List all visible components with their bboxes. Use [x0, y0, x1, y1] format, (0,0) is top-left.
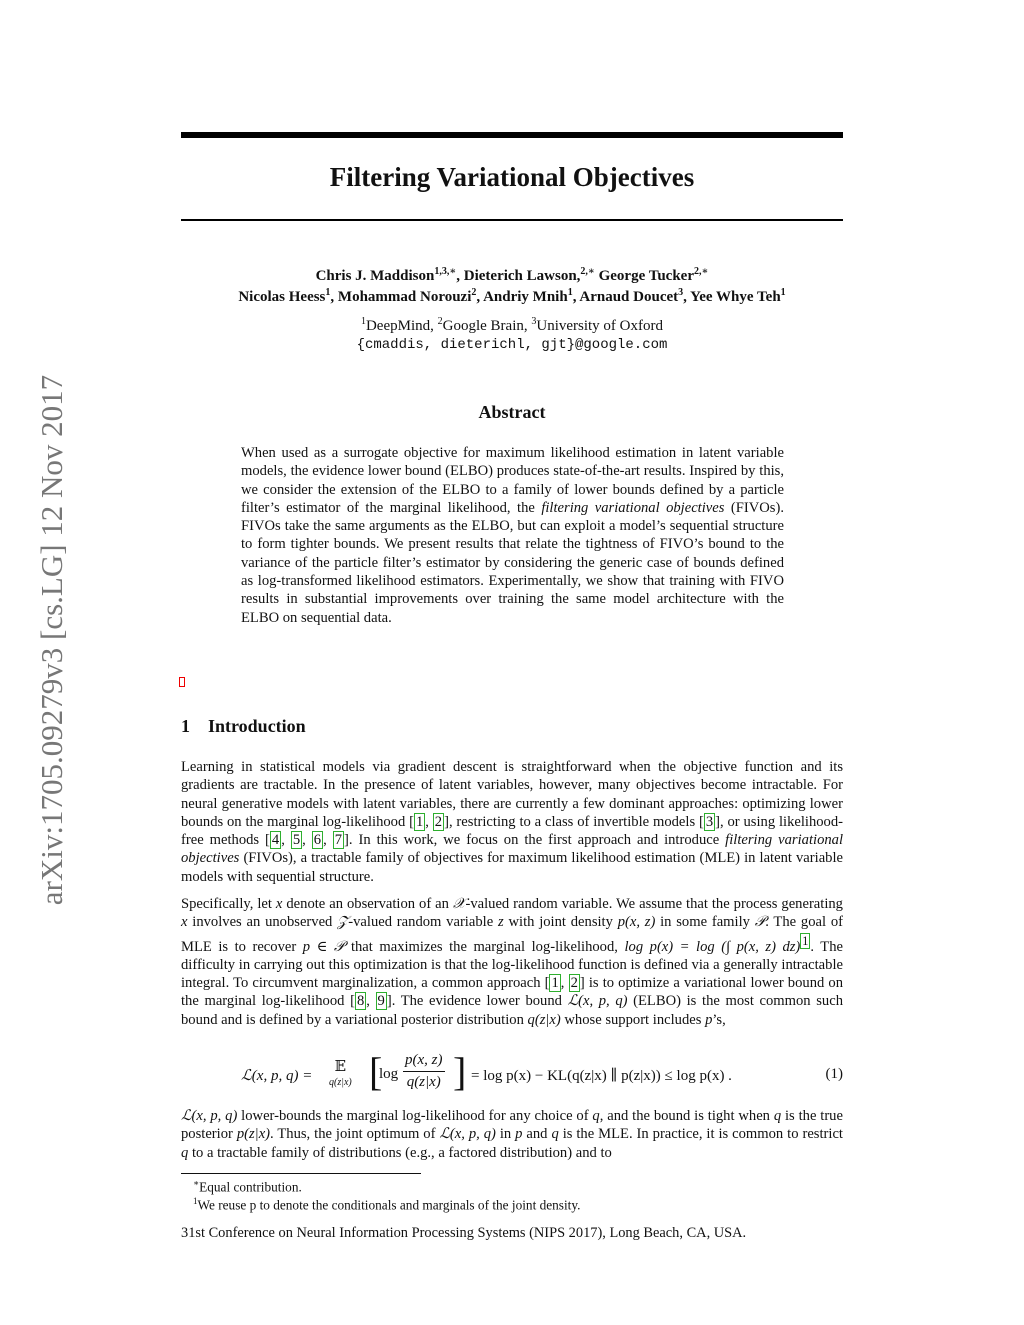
abstract-text: When used as a surrogate objective for maximum likelihood estimation in latent variable models, the evidence lower bound (ELBO) produces state-of-the-art results. Inspired by this, we consider the extension of the ELBO to a family of lower bounds defined by a particle filter’s estimator of the marginal likelihood, the filtering variational objectives (FIVOs). FIVOs take the same arguments as the ELBO, but can exploit a model’s sequential structure to form tighter bounds. We present results that relate the tightness of FIVO’s bound to the variance of the particle filter’s estimator by considering the generic case of bounds defined as log-transformed likelihood estimators. Experimentally, we show that training with FIVO results in substantial improvements over training the same model architecture with the ELBO on sequential data. [241, 445, 784, 626]
citation-link[interactable]: 1 [551, 975, 559, 992]
citation-link[interactable]: 6 [313, 832, 322, 849]
footnote-rule [181, 1173, 421, 1174]
citation-link[interactable]: 5 [292, 832, 301, 849]
citation-link[interactable]: 9 [377, 993, 385, 1010]
author-emails: {cmaddis, dieterichl, gjt}@google.com [356, 337, 668, 353]
intro-paragraph-1: Learning in statistical models via gradient descent is straightforward when the objective function and its gradients are tractable. In the presence of latent variables, however, many objectives become intractable. For neural generative models with latent variables, there are currently a few dominant approaches: optimizing lower bounds on the marginal log-likelihood [ 1 , 2 ], restricting to a class of invertible models [ 3 ], or using likelihood-free methods [ 4 , 5 , 6 , 7 ]. In this work, we focus on the first approach and introduce filtering variational objectives (FIVOs), a tractable family of objectives for maximum likelihood estimation (MLE) in latent variable models with sequential structure. [181, 759, 844, 885]
equation-number: (1) [825, 1066, 843, 1082]
intro-paragraph-3: ℒ(x, p, q) lower-bounds the marginal log-likelihood for any choice of q, and the bound is tight when q is the true posterior p(z|x). Thus, the joint optimum of ℒ(x, p, q) in p and q is the MLE. In practice, it is common to restrict q to a tractable family of distributions (e.g., a factored distribution) and to [181, 1108, 843, 1161]
title-rule-bottom [181, 219, 843, 221]
arxiv-id: arXiv:1705.09279v3 [cs.LG] 12 Nov 2017 [34, 374, 69, 906]
conference-note: 31st Conference on Neural Information Processing Systems (NIPS 2017), Long Beach, CA, USA. [181, 1225, 747, 1241]
intro-paragraph-2: Specifically, let x denote an observation of an 𝒳-valued random variable. We assume that the process generating x involves an unobserved 𝒵-valued random variable z with joint density p(x, z) in some family 𝒫. The goal of MLE is to recover p ∈ 𝒫 that maximizes the marginal log-likelihood, log p(x) = log (∫ p(x, z) dz) $^1$ . The difficulty in carrying out this optimization is that the log-likelihood function is defined via a generally intractable integral. To circumvent marginalization, a common approach [ 1 , 2 ] is to optimize a variational lower bound on the marginal log-likelihood [ 8 , 9 ]. The evidence lower bound ℒ(x, p, q) (ELBO) is the most common such bound and is defined by a variational posterior distribution q(z|x) whose support includes p’s, [181, 896, 844, 1028]
citation-link[interactable]: 2 [434, 813, 443, 830]
footnote-2: $^1$We reuse p to denote the conditionals and marginals of the joint density. [193, 1196, 581, 1213]
annotation-mark [179, 677, 185, 687]
equation-1: ℒ(x, p, q) = 𝔼 q(z|x) [ log $\frac{p(x, z)}{q(z|x)}$ ] = log p(x) − KL(q(z|x) ∥ p(z|x)) ≤ log p(x) . (1) [241, 1049, 843, 1094]
author-line-1: Chris J. Maddison$^{1,3,∗}$, Dieterich Lawson,$^{2,∗}$ George Tucker$^{2,∗}$ [315, 266, 709, 284]
paper-title: Filtering Variational Objectives [329, 162, 695, 192]
citation-link[interactable]: 2 [570, 975, 578, 992]
citation-link[interactable]: 1 [415, 813, 424, 830]
abstract-heading: Abstract [478, 402, 546, 422]
citation-link[interactable]: 7 [334, 832, 342, 849]
section-heading-introduction: 1 Introduction [181, 716, 306, 736]
footnote-link[interactable]: 1 [802, 933, 809, 948]
citation-link[interactable]: 4 [271, 832, 280, 849]
title-rule-top [181, 132, 843, 138]
citation-link[interactable]: 8 [356, 993, 365, 1010]
footnote-1: ∗Equal contribution. [193, 1178, 302, 1195]
citation-link[interactable]: 3 [705, 813, 714, 830]
affiliations: $^1$DeepMind, $^2$Google Brain, $^3$University of Oxford [360, 316, 664, 334]
author-line-2: Nicolas Heess$^1$, Mohammad Norouzi$^2$, Andriy Mnih$^1$, Arnaud Doucet$^3$, Yee Whye Teh$^1$ [238, 287, 786, 305]
